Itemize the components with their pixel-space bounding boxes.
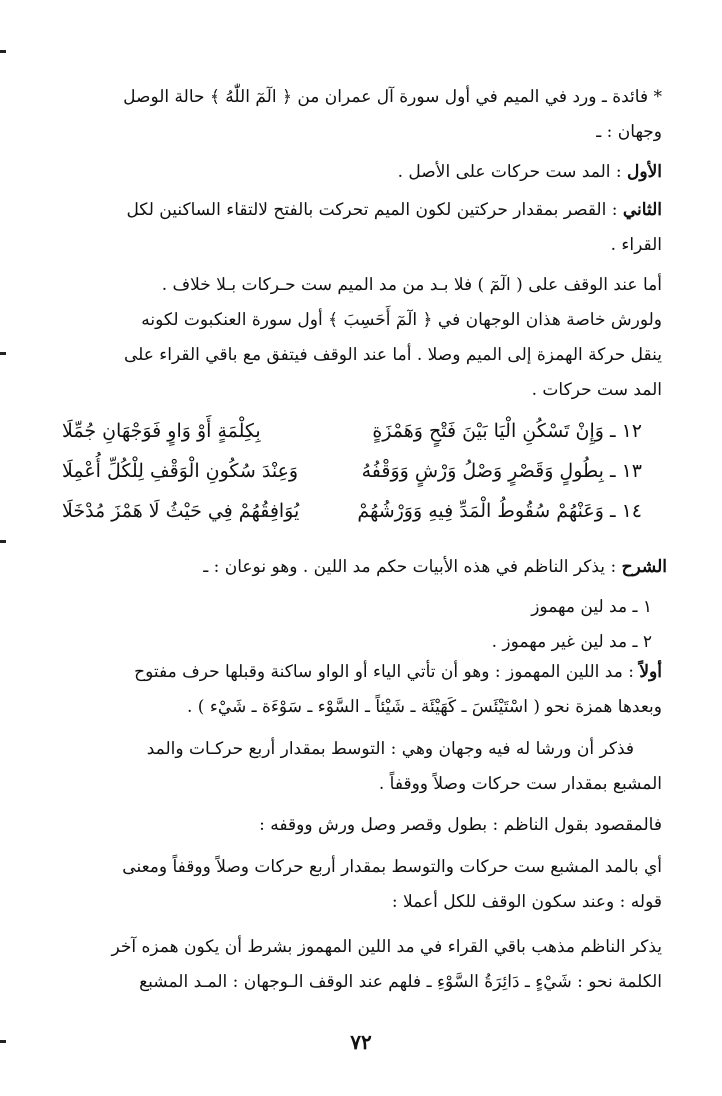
others-line-2: الكلمة نحو : شَيْءٍ ـ دَائِرَةُ السَّوْءِ ـ فلهم عند الوقف الـوجهان : المـد المشبع xyxy=(139,972,662,992)
waqf-line-2: ولورش خاصة هذان الوجهان في ﴿ الٓمٓ أَحَسِبَ ﴾ أول سورة العنكبوت لكونه xyxy=(141,310,662,330)
verse-12-first: ١٢ ـ وَإِنْ تَسْكُنِ الْيَا بَيْنَ فَتْحٍ وَهَمْزَةٍ xyxy=(372,420,642,442)
first-text: : المد ست حركات على الأصل . xyxy=(397,162,622,182)
first-type-line-1: : مد اللين المهموز : وهو أن تأتي الياء أو الواو ساكنة وقبلها حرف مفتوح xyxy=(134,662,634,682)
verse-12-second: بِكِلْمَةٍ أَوْ وَاوٍ فَوَجْهَانِ جُمِّلَا xyxy=(62,420,261,442)
warsh-line-2: المشبع بمقدار ست حركات وصلاً ووقفاً . xyxy=(378,774,662,794)
first-type-label: أولاً xyxy=(639,662,662,682)
second-line-2: القراء . xyxy=(610,235,662,255)
verse-14-first: ١٤ ـ وَعَنْهُمْ سُقُوطُ الْمَدِّ فِيهِ وَوَرْشُهُمْ xyxy=(357,500,642,522)
sharh-text: : يذكر الناظم في هذه الأبيات حكم مد اللين . وهو نوعان : ـ xyxy=(203,557,617,577)
waqf-line-3: ينقل حركة الهمزة إلى الميم وصلا . أما عند الوقف فيتفق مع باقي القراء على xyxy=(123,345,662,365)
waqf-line-1: أما عند الوقف على ( الٓمٓ ) فلا بـد من مد الميم ست حـركات بـلا خلاف . xyxy=(161,275,662,295)
warsh-line-1: فذكر أن ورشا له فيه وجهان وهي : التوسط بمقدار أربع حركـات والمد xyxy=(146,739,634,759)
benefit-line-1: * فائدة ـ ورد في الميم في أول سورة آل عمران من ﴿ الٓمٓ اللّٰهُ ﴾ حالة الوصل xyxy=(123,87,662,107)
scan-mark xyxy=(0,50,6,53)
type-item-1: ١ ـ مد لين مهموز xyxy=(531,597,652,617)
first-type-paragraph xyxy=(72,655,662,725)
waqf-paragraph xyxy=(72,268,662,408)
first-type-line-2: وبعدها همزة نحو ( اسْتَيْئَسَ ـ كَهَيْئَة ـ شَيْئاً ـ السَّوْء ـ سَوْءَة ـ شَيْء ) . xyxy=(186,697,662,717)
page-number: ٧٢ xyxy=(350,1030,372,1054)
first-label: الأول xyxy=(627,162,662,182)
benefit-line-2: وجهان : ـ xyxy=(596,122,662,142)
type-item-2: ٢ ـ مد لين غير مهموز . xyxy=(491,632,652,652)
verse-13-second: وَعِنْدَ سُكُونِ الْوَقْفِ لِلْكُلِّ أُعْمِلَا xyxy=(62,460,299,482)
verse-13-first: ١٣ ـ بِطُولٍ وَقَصْرٍ وَصْلُ وَرْشٍ وَوَقْفُهُ xyxy=(361,460,642,482)
sharh-label: الشرح xyxy=(621,557,667,577)
second-aspect xyxy=(72,193,662,263)
others-line-1: يذكر الناظم مذهب باقي القراء في مد اللين المهموز بشرط أن يكون همزه آخر xyxy=(111,937,662,957)
sharh-paragraph xyxy=(67,550,667,585)
scan-mark xyxy=(0,352,6,355)
second-line-1: : القصر بمقدار حركتين لكون الميم تحركت بالفتح لالتقاء الساكنين لكل xyxy=(126,200,618,220)
meaning-line-2: قوله : وعند سكون الوقف للكل أعملا : xyxy=(391,892,662,912)
second-label: الثاني xyxy=(622,200,662,220)
maqsud-line: فالمقصود بقول الناظم : بطول وقصر وصل ورش ووقفه : xyxy=(259,815,662,835)
warsh-paragraph xyxy=(72,732,662,802)
types-list xyxy=(62,590,652,660)
waqf-line-4: المد ست حركات . xyxy=(531,380,662,400)
benefit-paragraph xyxy=(72,80,662,150)
meaning-line-1: أي بالمد المشبع ست حركات والتوسط بمقدار أربع حركات وصلاً ووقفاً ومعنى xyxy=(122,857,662,877)
scan-mark xyxy=(0,540,6,543)
others-paragraph xyxy=(72,930,662,1000)
verse-14-second: يُوَافِقُهُمْ فِي حَيْثُ لَا هَمْزَ مُدْخَلَا xyxy=(62,500,300,522)
meaning-paragraph xyxy=(72,850,662,920)
first-aspect xyxy=(72,155,662,190)
